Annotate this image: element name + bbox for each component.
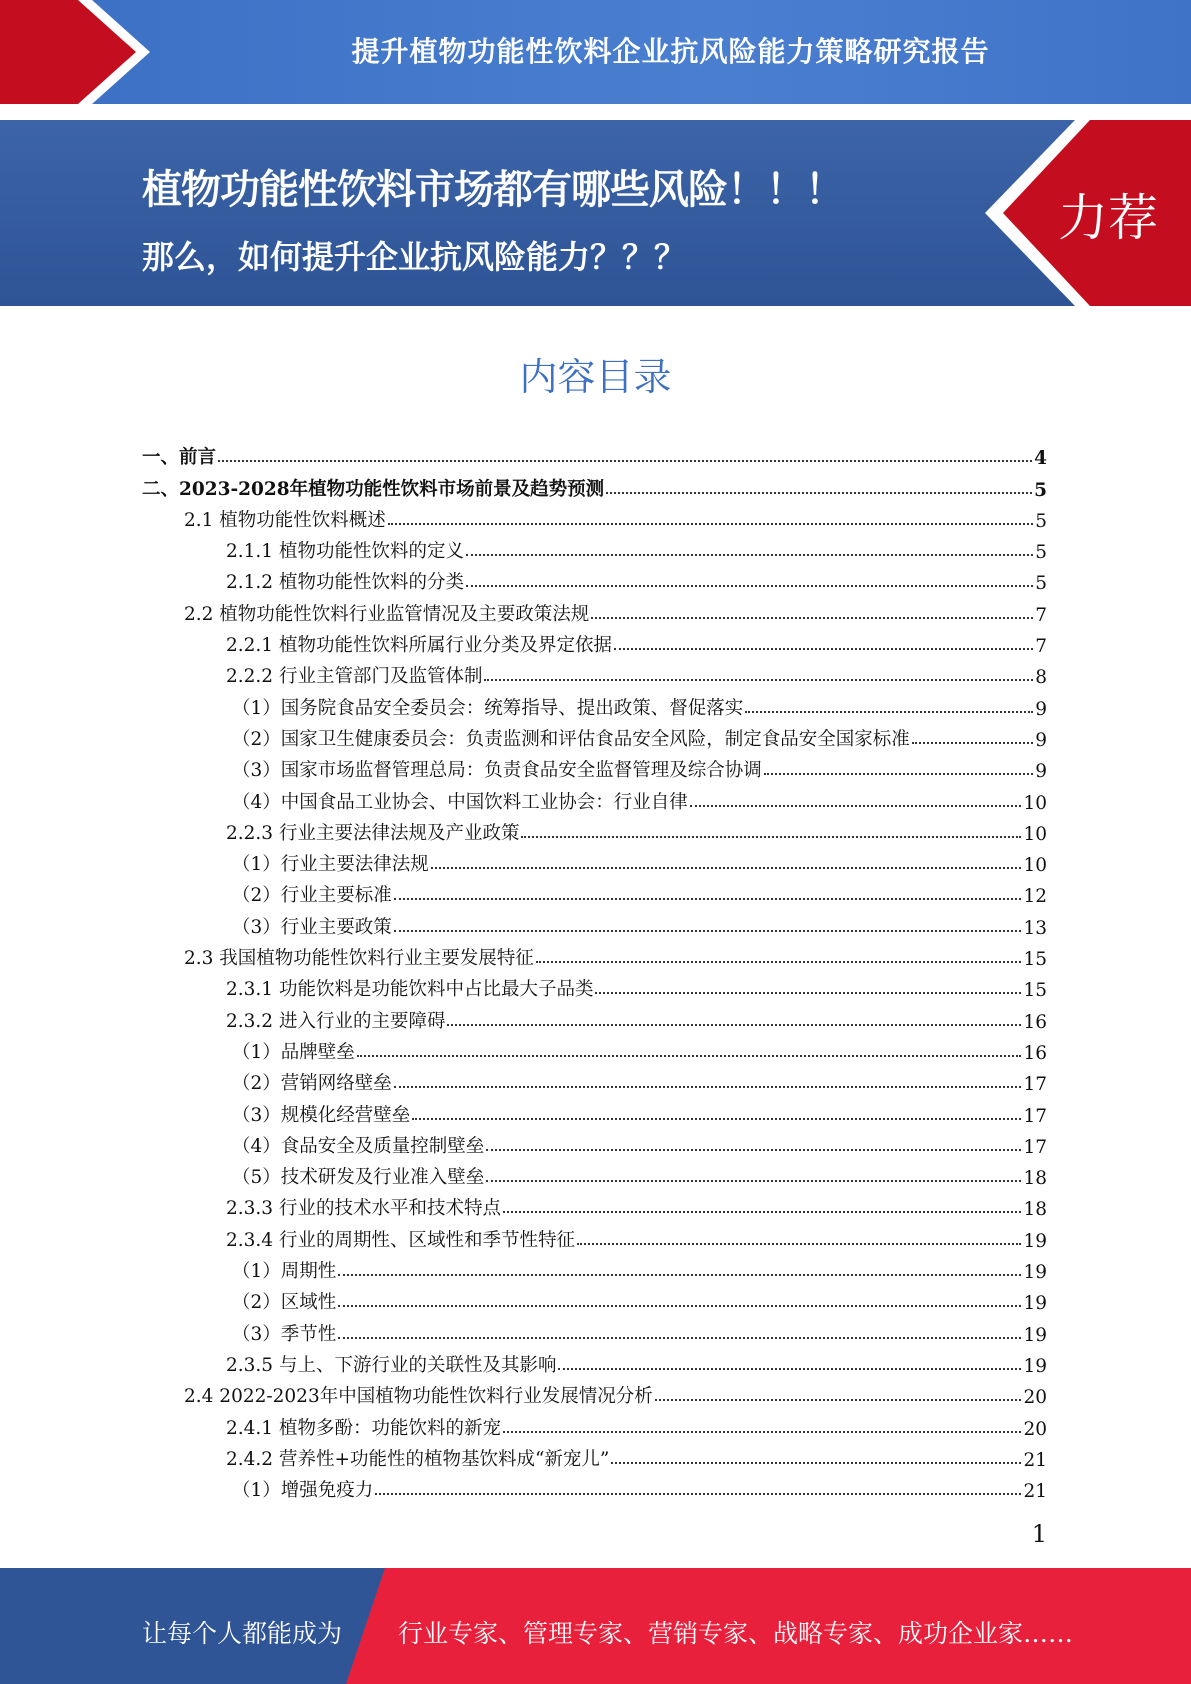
toc-entry-label: 2.3.4 行业的周期性、区域性和季节性特征 [226,1229,575,1251]
toc-leader-dots [503,1210,1021,1213]
toc-entry[interactable] [142,814,1047,845]
toc-leader-dots [558,1367,1021,1370]
toc-entry-label: （2）行业主要标准 [232,885,392,907]
toc-entry-label: 2.3 我国植物功能性饮料行业主要发展特征 [184,948,534,970]
toc-entry[interactable] [142,845,1047,876]
toc-entry[interactable] [142,1127,1047,1158]
toc-entry[interactable] [142,939,1047,970]
toc-entry-label: 2.4.1 植物多酚：功能饮料的新宠 [226,1417,501,1439]
toc-entry-label: 2.2.2 行业主管部门及监管体制 [226,666,483,688]
toc-entry[interactable] [142,1189,1047,1220]
toc-entry-page: 8 [1035,667,1047,689]
toc-entry-label: 2.1.1 植物功能性饮料的定义 [226,541,464,563]
toc-leader-dots [338,1273,1021,1276]
toc-leader-dots [486,1179,1021,1182]
toc-leader-dots [484,678,1033,681]
page-number: 1 [1031,1520,1047,1548]
toc-leader-dots [394,1085,1022,1088]
hero-banner [0,120,1191,306]
toc-entry-page: 9 [1035,761,1047,783]
footer-slogan-left: 让每个人都能成为 [142,1619,343,1648]
toc-entry-label: （2）国家卫生健康委员会：负责监测和评估食品安全风险，制定食品安全国家标准 [232,728,910,750]
toc-leader-dots [503,1430,1021,1433]
toc-entry-label: 2.3.5 与上、下游行业的关联性及其影响 [226,1354,557,1376]
toc-leader-dots [218,459,1032,462]
toc-entry-page: 4 [1034,448,1047,470]
toc-entry-label: 一、前言 [142,447,217,469]
toc-entry-label: （3）季节性 [232,1323,337,1345]
toc-entry[interactable] [142,1440,1047,1471]
toc-entry[interactable] [142,1064,1047,1095]
toc-entry-page: 16 [1023,1042,1047,1064]
toc-entry-label: （1）国务院食品安全委员会：统筹指导、提出政策、督促落实 [232,697,744,719]
toc-entry-label: （3）行业主要政策 [232,916,392,938]
toc-leader-dots [690,804,1022,807]
toc-entry-label: （5）技术研发及行业准入壁垒 [232,1167,485,1189]
toc-entry-page: 19 [1023,1262,1047,1284]
toc-entry[interactable] [142,1471,1047,1502]
toc-entry-label: 2.4.2 营养性+功能性的植物基饮料成“新宠儿” [226,1448,610,1470]
toc-entry-label: （3）国家市场监督管理总局：负责食品安全监督管理及综合协调 [232,760,762,782]
toc-entry-page: 15 [1023,949,1047,971]
toc-entry-label: 二、2023-2028年植物功能性饮料市场前景及趋势预测 [142,478,605,500]
toc-entry[interactable] [142,469,1047,500]
toc-entry-page: 21 [1023,1449,1047,1471]
toc-entry-page: 16 [1023,1011,1047,1033]
toc-entry-label: （3）规模化经营壁垒 [232,1104,411,1126]
toc-leader-dots [764,772,1033,775]
toc-leader-dots [614,647,1033,650]
toc-entry-label: 2.2.1 植物功能性饮料所属行业分类及界定依据 [226,635,612,657]
subheadline: 那么，如何提升企业抗风险能力？？？ [142,238,687,276]
toc-entry-page: 7 [1035,636,1047,658]
toc-entry-label: （2）营销网络壁垒 [232,1073,392,1095]
toc-entry-page: 5 [1034,479,1047,501]
toc-leader-dots [655,1398,1022,1401]
toc-entry-page: 9 [1035,698,1047,720]
toc-entry[interactable] [142,1314,1047,1345]
toc-leader-dots [611,1461,1021,1464]
toc-entry-page: 18 [1023,1168,1047,1190]
toc-entry[interactable] [142,438,1047,469]
toc-entry-page: 5 [1035,573,1047,595]
toc-entry-label: （4）中国食品工业协会、中国饮料工业协会：行业自律 [232,791,688,813]
toc-entry[interactable] [142,907,1047,938]
toc-entry[interactable] [142,594,1047,625]
toc-entry-page: 12 [1023,886,1047,908]
toc-leader-dots [466,553,1033,556]
toc-entry-label: 2.3.2 进入行业的主要障碍 [226,1010,446,1032]
toc-entry[interactable] [142,626,1047,657]
toc-title: 内容目录 [519,355,672,399]
toc-entry-label: 2.2.3 行业主要法律法规及产业政策 [226,822,520,844]
toc-entry-page: 18 [1023,1199,1047,1221]
toc-entry-label: （2）区域性 [232,1292,337,1314]
toc-entry[interactable] [142,1095,1047,1126]
toc-entry-page: 20 [1023,1418,1047,1440]
toc-entry-page: 7 [1035,604,1047,626]
toc-entry[interactable] [142,720,1047,751]
toc-entry[interactable] [142,563,1047,594]
toc-entry-label: 2.4 2022-2023年中国植物功能性饮料行业发展情况分析 [184,1386,653,1408]
toc-entry[interactable] [142,1252,1047,1283]
toc-entry-page: 10 [1023,792,1047,814]
toc-entry-page: 5 [1035,510,1047,532]
toc-entry[interactable] [142,1158,1047,1189]
toc-leader-dots [912,741,1033,744]
toc-entry-label: 2.3.3 行业的技术水平和技术特点 [226,1198,501,1220]
toc-leader-dots [357,1054,1022,1057]
toc-entry-page: 10 [1023,855,1047,877]
toc-leader-dots [521,835,1021,838]
banner-divider [0,104,1191,114]
table-of-contents [142,438,1047,1502]
toc-entry[interactable] [142,1377,1047,1408]
toc-leader-dots [595,991,1021,994]
recommend-badge: 力荐 [1058,189,1158,247]
toc-entry[interactable] [142,657,1047,688]
toc-entry-page: 17 [1023,1074,1047,1096]
toc-entry-page: 17 [1023,1105,1047,1127]
toc-entry-label: 2.1 植物功能性饮料概述 [184,509,386,531]
toc-leader-dots [431,866,1022,869]
toc-leader-dots [375,1492,1021,1495]
toc-entry-page: 19 [1023,1293,1047,1315]
toc-leader-dots [388,522,1033,525]
toc-leader-dots [745,710,1033,713]
toc-leader-dots [338,1304,1021,1307]
toc-leader-dots [486,1148,1021,1151]
toc-entry[interactable] [142,688,1047,719]
toc-entry[interactable] [142,532,1047,563]
toc-entry-page: 17 [1023,1136,1047,1158]
toc-entry-label: （1）行业主要法律法规 [232,854,429,876]
toc-entry-page: 13 [1023,917,1047,939]
toc-entry-page: 10 [1023,823,1047,845]
toc-leader-dots [606,491,1032,494]
toc-leader-dots [577,1242,1021,1245]
toc-entry[interactable] [142,1033,1047,1064]
toc-entry-label: 2.1.2 植物功能性饮料的分类 [226,572,464,594]
toc-entry-page: 21 [1023,1481,1047,1503]
toc-entry[interactable] [142,1408,1047,1439]
toc-entry[interactable] [142,1220,1047,1251]
toc-entry-page: 9 [1035,729,1047,751]
toc-leader-dots [466,584,1033,587]
toc-leader-dots [338,1336,1021,1339]
toc-entry[interactable] [142,1001,1047,1032]
toc-leader-dots [412,1117,1021,1120]
report-title: 提升植物功能性饮料企业抗风险能力策略研究报告 [351,35,990,68]
toc-entry-label: 2.3.1 功能饮料是功能饮料中占比最大子品类 [226,979,594,1001]
toc-leader-dots [536,960,1022,963]
toc-entry-label: （1）增强免疫力 [232,1480,374,1502]
toc-entry-page: 19 [1023,1324,1047,1346]
toc-leader-dots [394,897,1022,900]
toc-entry-page: 19 [1023,1230,1047,1252]
toc-entry[interactable] [142,1283,1047,1314]
toc-entry[interactable] [142,1346,1047,1377]
toc-entry[interactable] [142,782,1047,813]
toc-entry[interactable] [142,751,1047,782]
toc-leader-dots [591,616,1033,619]
toc-entry-label: 2.2 植物功能性饮料行业监管情况及主要政策法规 [184,603,590,625]
top-banner [0,0,1191,112]
footer-slogan-right: 行业专家、管理专家、营销专家、战略专家、成功企业家…… [398,1619,1074,1648]
red-chevron-decoration [0,0,160,112]
toc-entry-page: 15 [1023,980,1047,1002]
toc-entry[interactable] [142,501,1047,532]
toc-leader-dots [394,929,1022,932]
toc-entry-label: （4）食品安全及质量控制壁垒 [232,1135,485,1157]
toc-entry[interactable] [142,970,1047,1001]
toc-entry[interactable] [142,876,1047,907]
toc-leader-dots [447,1023,1021,1026]
toc-entry-page: 5 [1035,542,1047,564]
toc-entry-page: 19 [1023,1355,1047,1377]
toc-entry-page: 20 [1023,1387,1047,1409]
toc-entry-label: （1）周期性 [232,1261,337,1283]
headline: 植物功能性饮料市场都有哪些风险！！！ [142,167,844,213]
toc-entry-label: （1）品牌壁垒 [232,1041,355,1063]
